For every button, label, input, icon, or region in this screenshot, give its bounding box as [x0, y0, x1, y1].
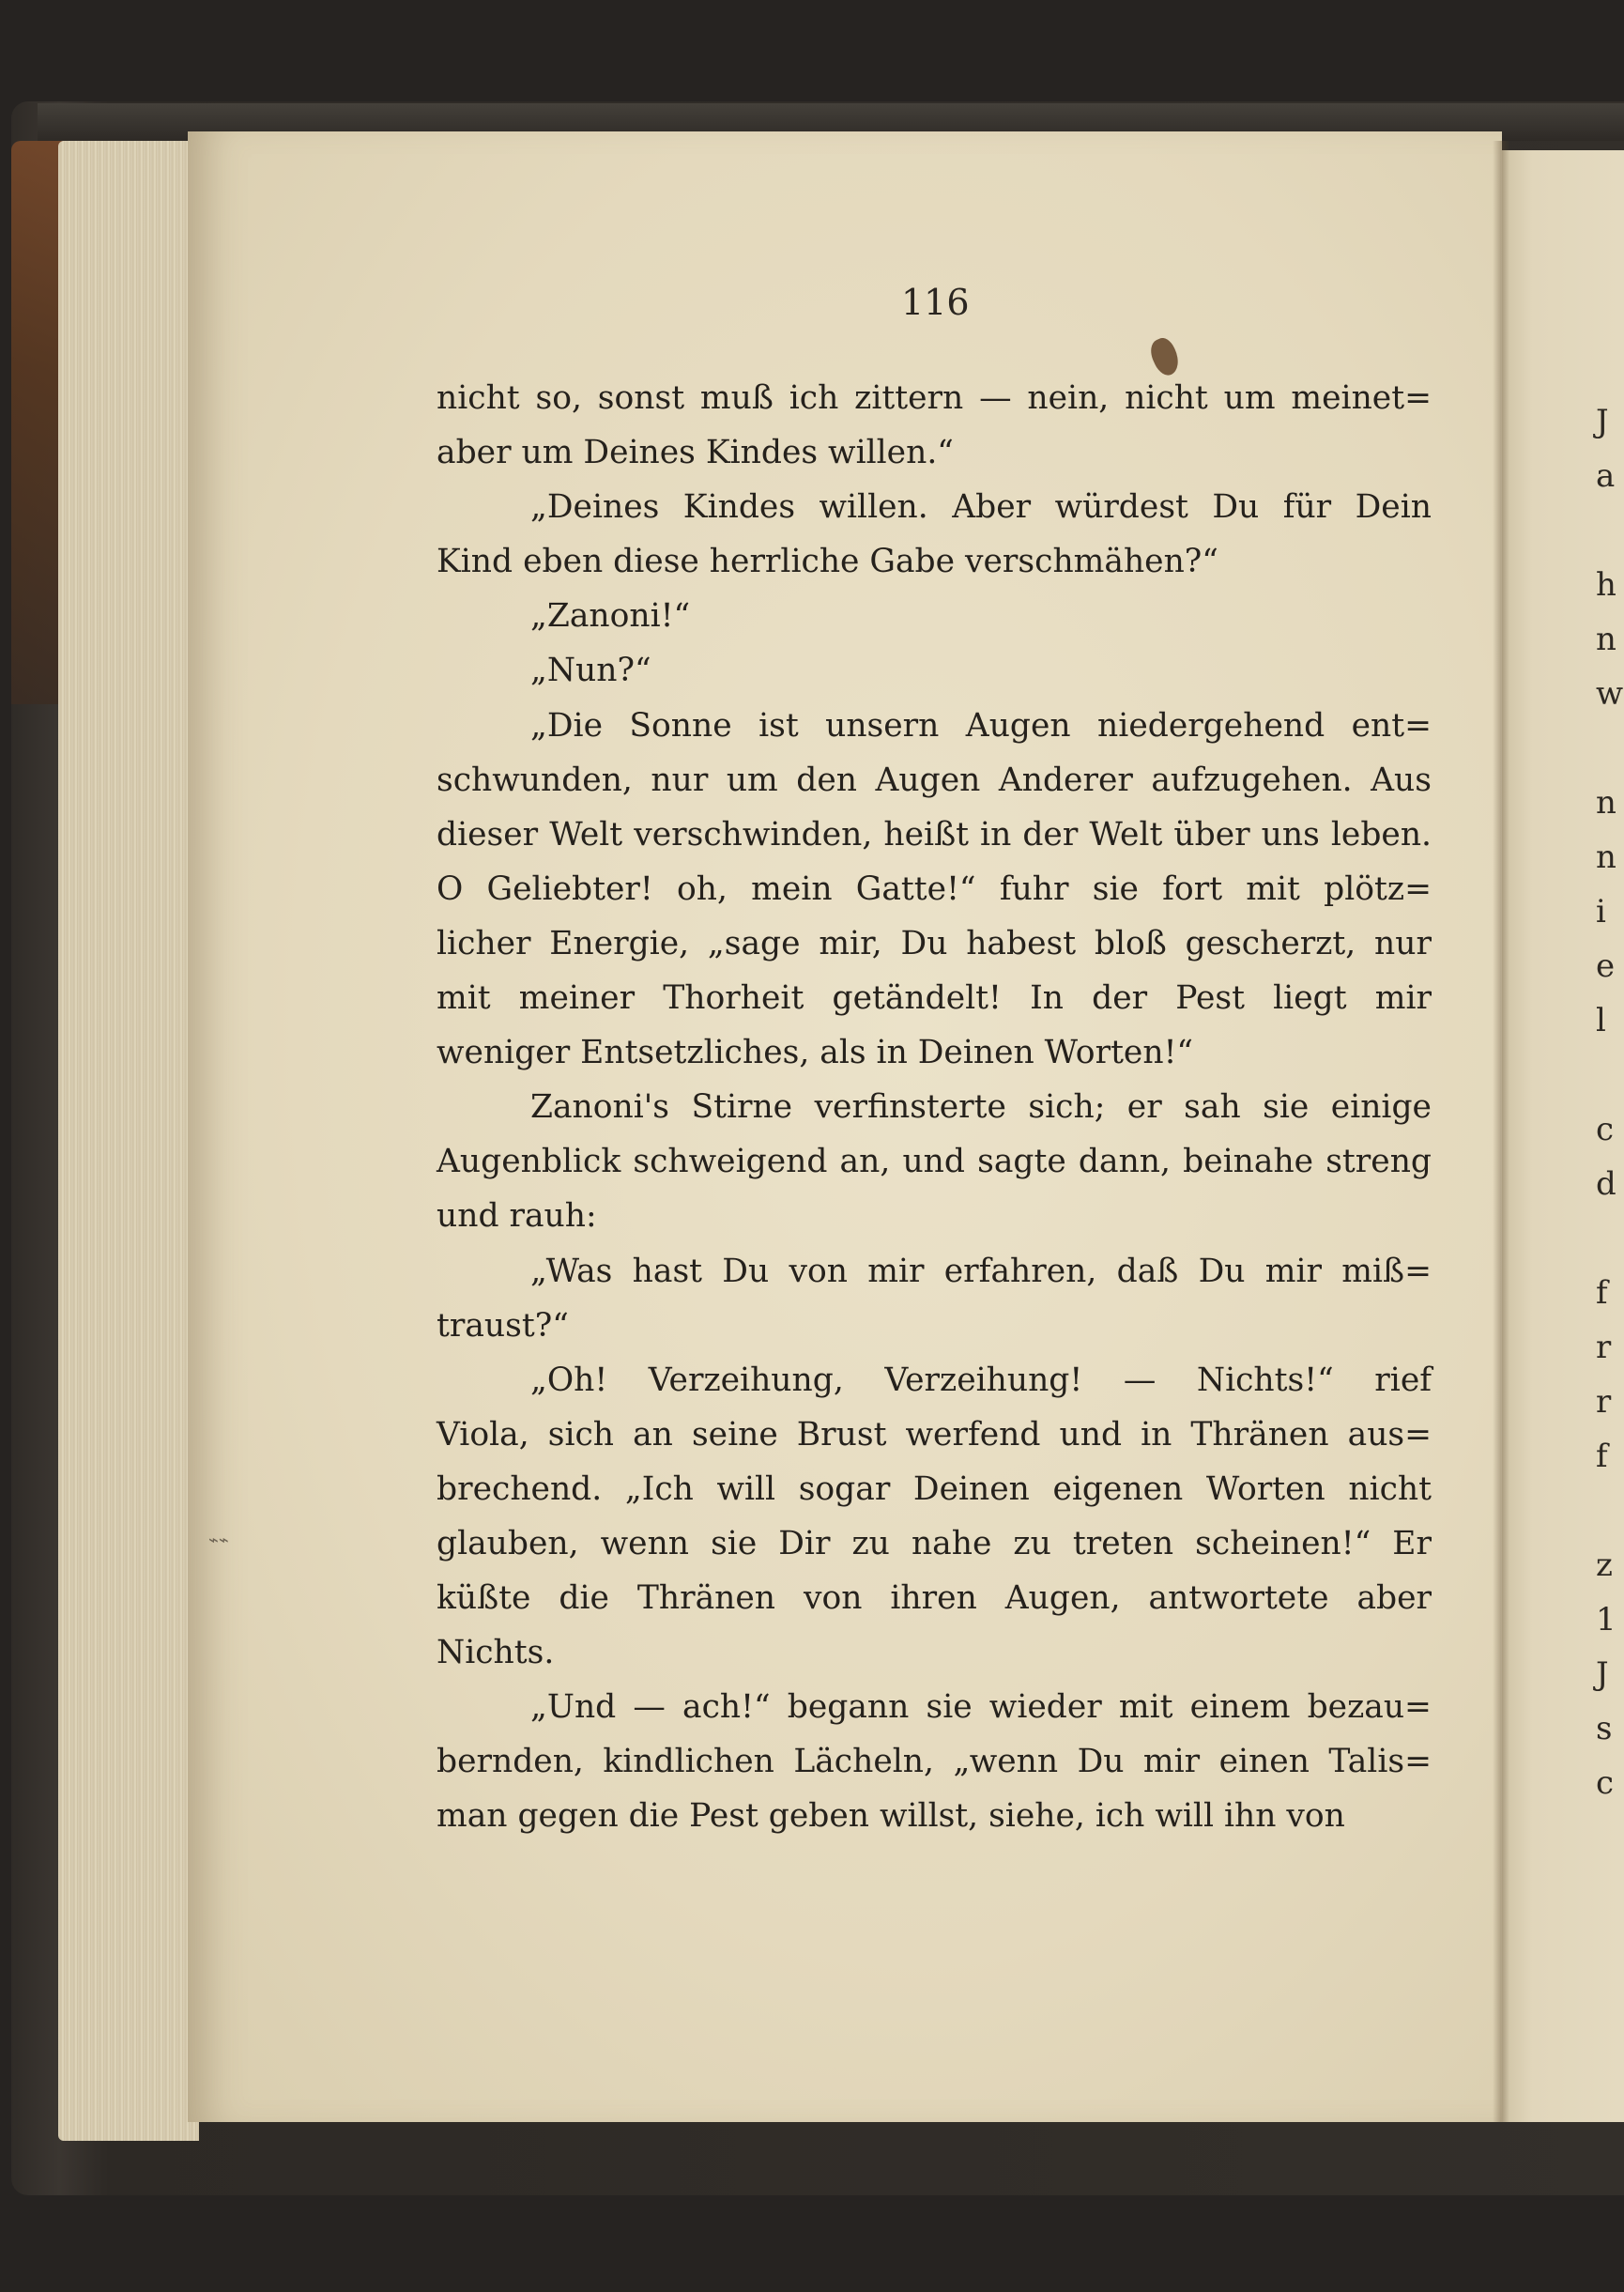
- paragraph: [437, 1353, 1432, 1681]
- facing-page-fragment: J: [1596, 1655, 1609, 1693]
- text-line: O Geliebter! oh, mein Gatte!“ fuhr sie fort mit plötz=: [437, 869, 1432, 908]
- facing-page-fragment: f: [1596, 1438, 1608, 1475]
- text-line: Nichts.: [437, 1634, 555, 1672]
- paragraph: [437, 480, 1432, 589]
- text-line: mit meiner Thorheit getändelt! In der Pest liegt mir: [437, 979, 1432, 1018]
- facing-page-fragment: [1596, 1048, 1624, 1102]
- margin-pencil-mark: ⌁⌁: [208, 1531, 229, 1550]
- page-number: 116: [901, 282, 970, 323]
- text-line: man gegen die Pest geben willst, siehe, ich will ihn von: [437, 1797, 1345, 1836]
- page-stack-edge: [58, 141, 199, 2141]
- facing-page-fragment: f: [1596, 1274, 1608, 1312]
- paragraph: [437, 1244, 1432, 1353]
- paragraph: [437, 371, 1432, 480]
- page-text: [437, 371, 1432, 1844]
- facing-page-fragment: 1: [1596, 1601, 1616, 1638]
- facing-page-fragment: r: [1596, 1383, 1612, 1421]
- facing-page-fragment: z: [1596, 1546, 1613, 1584]
- text-line: Augenblick schweigend an, und sagte dann, beinahe streng: [437, 1143, 1432, 1181]
- text-line: licher Energie, „sage mir, Du habest bloß gescherzt, nur: [437, 924, 1432, 962]
- facing-page-fragment: [1596, 503, 1624, 558]
- text-line: glauben, wenn sie Dir zu nahe zu treten scheinen!“ Er: [437, 1524, 1432, 1562]
- facing-page-fragment: [1596, 1211, 1624, 1266]
- facing-page-fragment: w: [1596, 675, 1624, 713]
- text-line: „Was hast Du von mir erfahren, daß Du mir miß=: [530, 1252, 1432, 1290]
- text-line: Kind eben diese herrliche Gabe verschmähen?“: [437, 543, 1218, 581]
- text-line: bernden, kindlichen Lächeln, „wenn Du mir einen Talis=: [437, 1743, 1432, 1781]
- facing-page-fragment: c: [1596, 1764, 1615, 1802]
- text-line: schwunden, nur um den Augen Anderer aufzugehen. Aus: [437, 761, 1432, 799]
- text-line: traust?“: [437, 1306, 569, 1345]
- page-gutter: [1493, 141, 1509, 2122]
- paragraph: [437, 699, 1432, 1081]
- text-line: küßte die Thränen von ihren Augen, antwortete aber: [437, 1579, 1432, 1618]
- text-line: „Und — ach!“ begann sie wieder mit einem bezau=: [530, 1688, 1432, 1727]
- facing-page-fragment: n: [1596, 621, 1616, 658]
- text-line: „Nun?“: [530, 652, 651, 690]
- text-line: Zanoni's Stirne verfinsterte sich; er sah sie einige: [530, 1088, 1432, 1127]
- paragraph: [437, 643, 1432, 698]
- text-line: und rauh:: [437, 1197, 597, 1236]
- text-line: „Die Sonne ist unsern Augen niedergehend ent=: [530, 706, 1432, 745]
- text-line: dieser Welt verschwinden, heißt in der Welt über uns leben.: [437, 815, 1432, 854]
- text-line: „Deines Kindes willen. Aber würdest Du für Dein: [530, 488, 1432, 527]
- text-line: nicht so, sonst muß ich zittern — nein, nicht um meinet=: [437, 379, 1432, 417]
- text-line: „Oh! Verzeihung, Verzeihung! — Nichts!“ rief: [530, 1361, 1432, 1399]
- facing-page-fragment: [1596, 1484, 1624, 1538]
- facing-page-fragment: n: [1596, 838, 1616, 876]
- facing-page-fragment: s: [1596, 1710, 1613, 1747]
- paragraph: [437, 1680, 1432, 1843]
- facing-page-fragment: e: [1596, 947, 1616, 985]
- facing-page-fragment: c: [1596, 1111, 1615, 1148]
- facing-page-fragment: d: [1596, 1165, 1616, 1203]
- facing-page-fragment: h: [1596, 566, 1616, 604]
- text-line: aber um Deines Kindes willen.“: [437, 434, 954, 472]
- facing-page-text: [1596, 394, 1624, 1810]
- facing-page-fragment: r: [1596, 1329, 1612, 1366]
- facing-page-fragment: J: [1596, 403, 1609, 440]
- text-line: brechend. „Ich will sogar Deinen eigenen Worten nicht: [437, 1469, 1432, 1508]
- facing-page-fragment: a: [1596, 457, 1616, 495]
- facing-page-fragment: [1596, 721, 1624, 776]
- facing-page-fragment: i: [1596, 893, 1606, 931]
- facing-page-fragment: l: [1596, 1002, 1606, 1039]
- facing-page-fragment: n: [1596, 784, 1616, 822]
- paragraph: [437, 1080, 1432, 1243]
- text-line: Viola, sich an seine Brust werfend und in Thränen aus=: [437, 1415, 1432, 1454]
- text-line: „Zanoni!“: [530, 597, 691, 636]
- text-line: weniger Entsetzliches, als in Deinen Worten!“: [437, 1034, 1194, 1072]
- paragraph: [437, 589, 1432, 643]
